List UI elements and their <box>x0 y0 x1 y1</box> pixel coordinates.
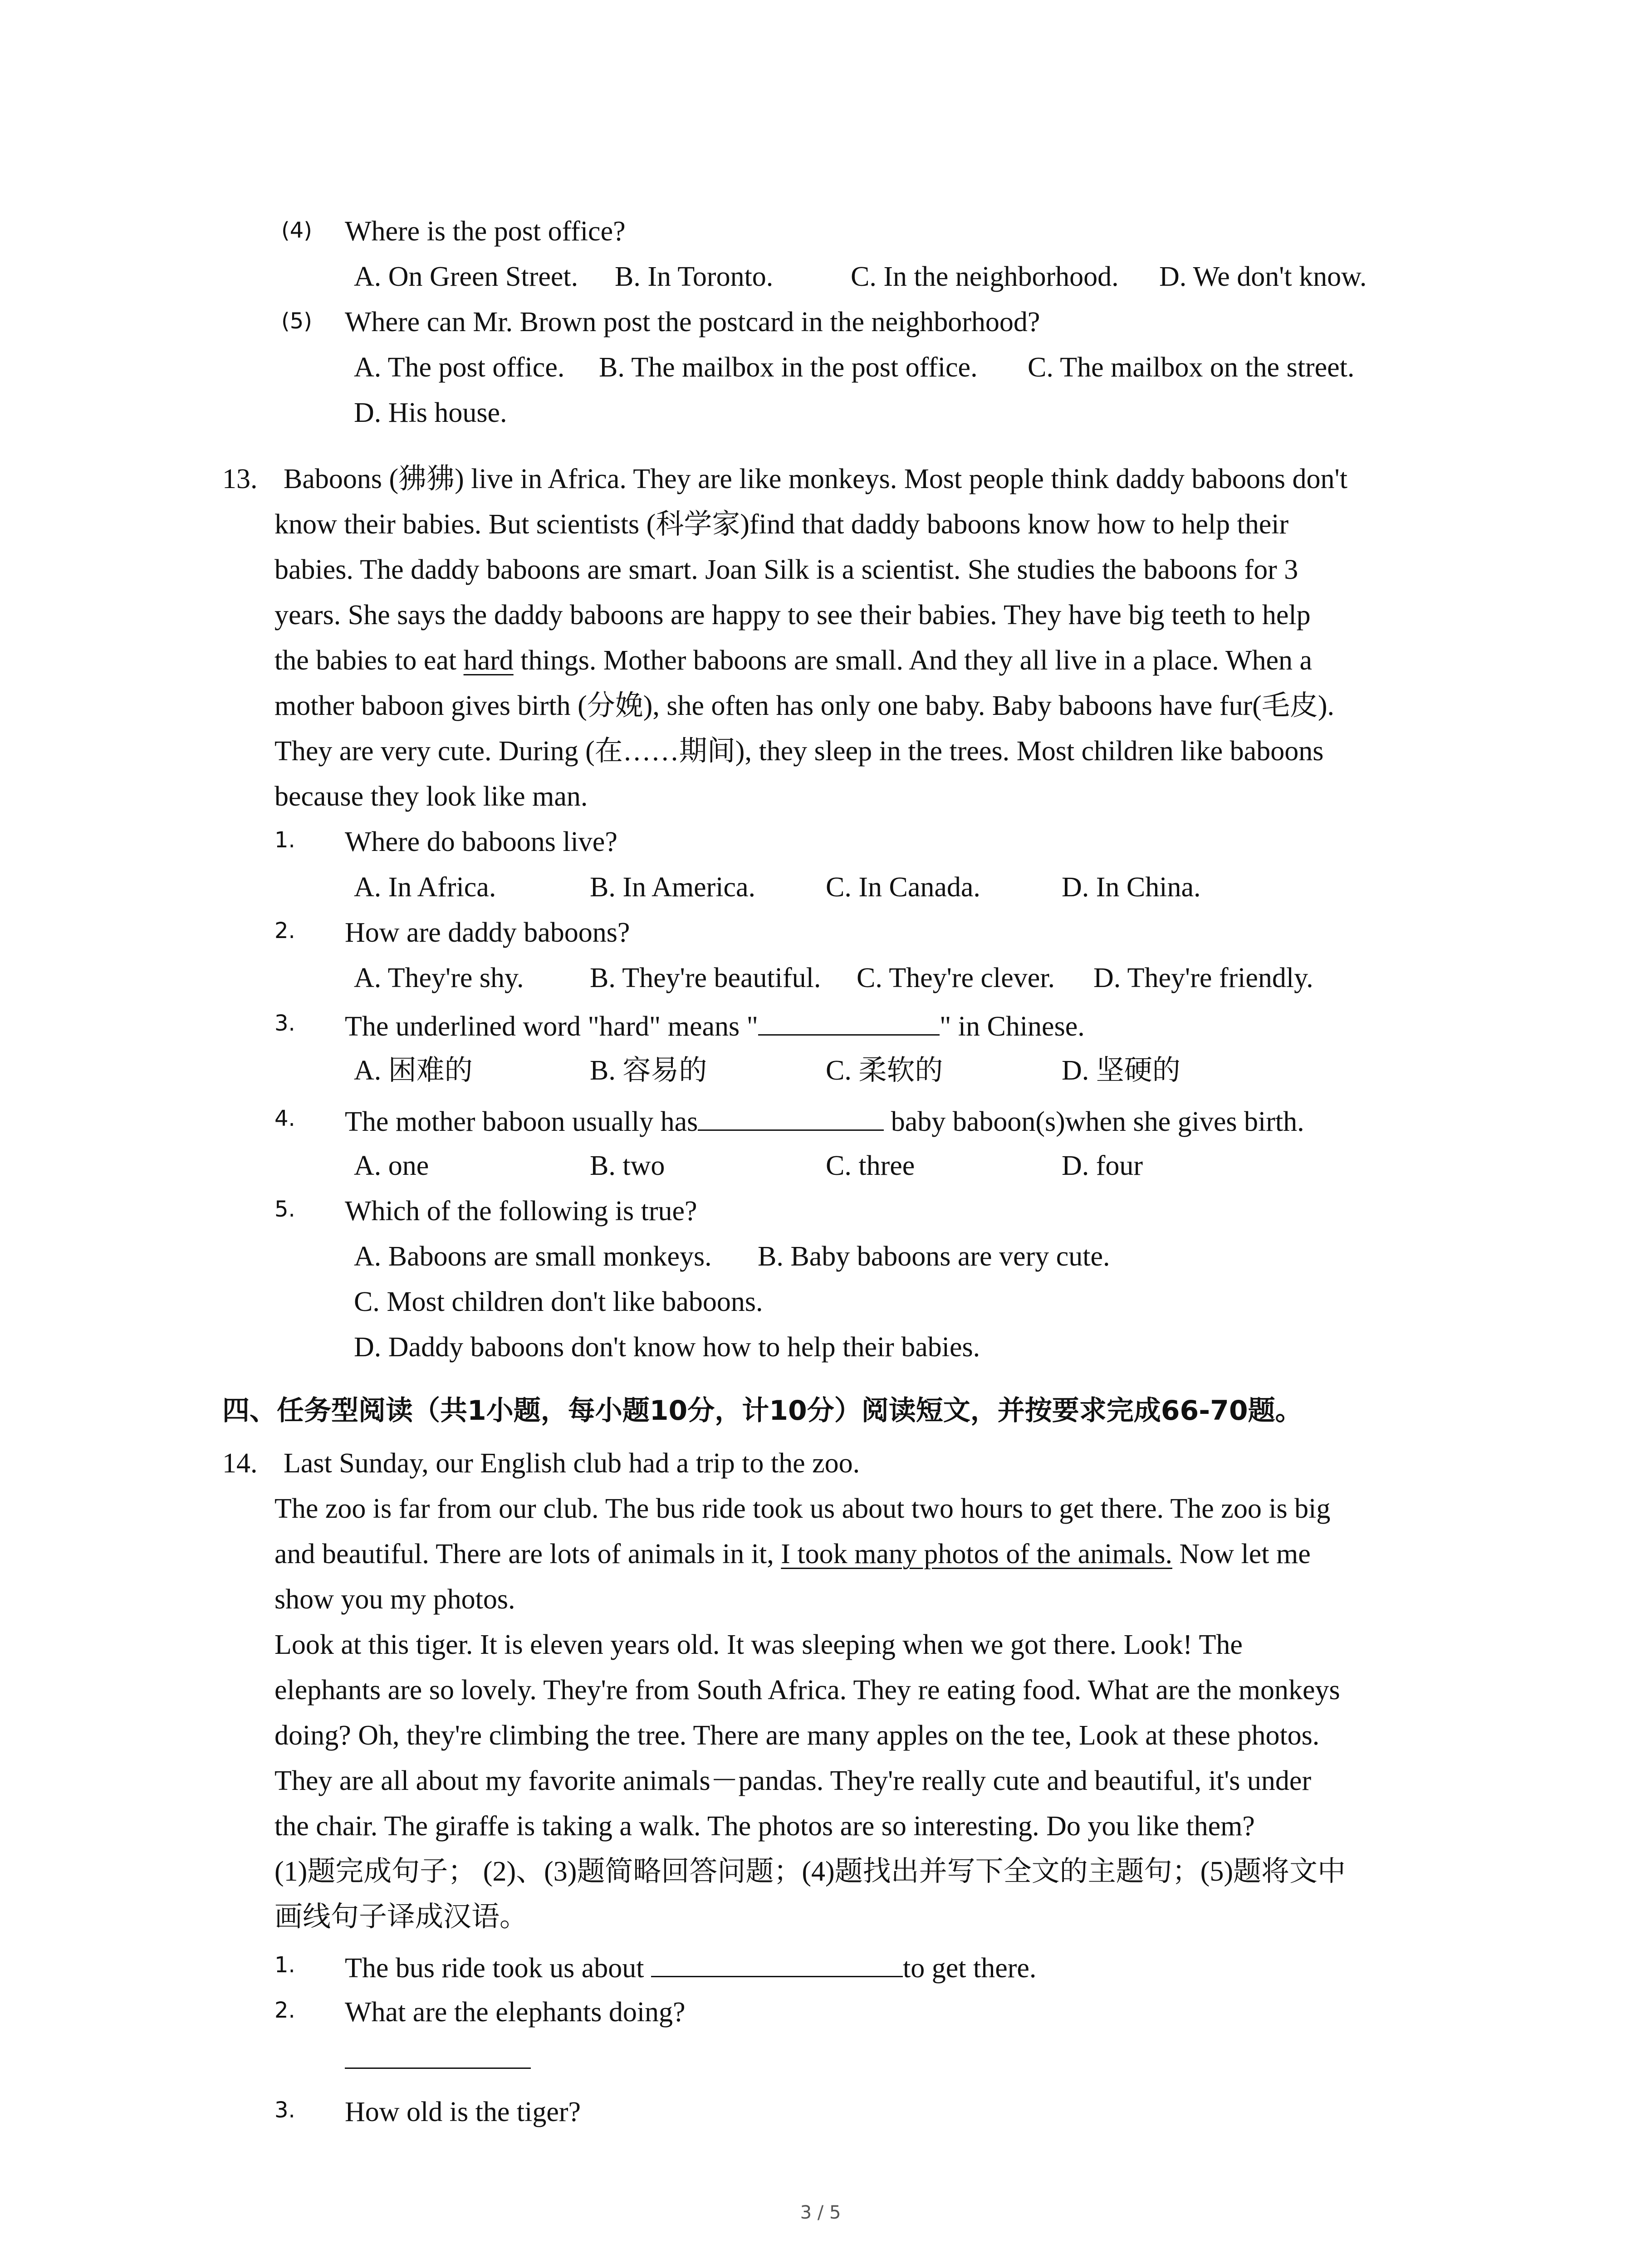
page-number: 3 / 5 <box>800 2202 841 2223</box>
q14-instructions-line-1: (1)题完成句子； (2)、(3)题简略回答问题；(4)题找出并写下全文的主题句；(5)题将文中 <box>274 1856 1346 1887</box>
q13-2-question: How are daddy baboons? <box>345 917 630 948</box>
q13-3-option-a: A. 困难的 <box>354 1055 473 1086</box>
q14-passage-line-3: and beautiful. There are lots of animals in it, I took many photos of the animals. Now let me <box>274 1539 1311 1569</box>
answer-blank[interactable] <box>698 1103 884 1131</box>
q14-2-number: 2. <box>274 1998 295 2023</box>
q12-5-option-b: B. The mailbox in the post office. <box>599 352 978 383</box>
section-heading: 四、任务型阅读（共1小题，每小题10分，计10分）阅读短文，并按要求完成66-70题。 <box>222 1395 1303 1427</box>
q14-instructions-line-2: 画线句子译成汉语。 <box>274 1901 528 1932</box>
q14-2-question: What are the elephants doing? <box>345 1997 686 2028</box>
answer-blank[interactable] <box>758 1008 940 1036</box>
q13-5-option-a: A. Baboons are small monkeys. <box>354 1241 712 1272</box>
q13-5-question: Which of the following is true? <box>345 1196 697 1227</box>
q14-3-question: How old is the tiger? <box>345 2097 581 2127</box>
q13-1-option-a: A. In Africa. <box>354 872 496 903</box>
q13-3-question: The underlined word "hard" means " " in Chinese. <box>345 1008 1085 1044</box>
q13-2-option-b: B. They're beautiful. <box>590 963 821 993</box>
q13-4-option-d: D. four <box>1062 1150 1143 1181</box>
q13-1-option-c: C. In Canada. <box>826 872 980 903</box>
answer-blank[interactable] <box>651 1950 903 1977</box>
q14-passage-line-9: the chair. The giraffe is taking a walk. The photos are so interesting. Do you like them? <box>274 1811 1255 1842</box>
q12-4-option-b: B. In Toronto. <box>615 261 774 292</box>
q12-4-question: Where is the post office? <box>345 216 626 247</box>
q13-passage-line-8: because they look like man. <box>274 781 588 812</box>
q13-passage-line-3: babies. The daddy baboons are smart. Joan Silk is a scientist. She studies the baboons for 3 <box>274 554 1298 585</box>
q13-passage-line-5: the babies to eat hard things. Mother baboons are small. And they all live in a place. When a <box>274 645 1313 676</box>
q13-passage-line-1: Baboons (狒狒) live in Africa. They are like monkeys. Most people think daddy baboons don't <box>284 464 1347 494</box>
q14-number: 14. <box>222 1448 258 1479</box>
q12-4-number: (4) <box>281 218 312 243</box>
q14-passage-line-2: The zoo is far from our club. The bus ride took us about two hours to get there. The zoo is big <box>274 1493 1331 1524</box>
q13-passage-line-7: They are very cute. During (在……期间), they sleep in the trees. Most children like baboons <box>274 736 1324 767</box>
q14-1-question: The bus ride took us about to get there. <box>345 1950 1036 1985</box>
q13-2-number: 2. <box>274 918 295 943</box>
q14-passage-line-8: They are all about my favorite animals－pandas. They're really cute and beautiful, it's under <box>274 1765 1312 1796</box>
q13-2-option-a: A. They're shy. <box>354 963 524 993</box>
answer-blank[interactable] <box>345 2041 531 2069</box>
q13-passage-line-6: mother baboon gives birth (分娩), she often has only one baby. Baby baboons have fur(毛皮). <box>274 690 1334 721</box>
q13-4-option-c: C. three <box>826 1150 915 1181</box>
q12-4-option-a: A. On Green Street. <box>354 261 578 292</box>
q13-3-option-b: B. 容易的 <box>590 1055 707 1086</box>
q13-4-option-a: A. one <box>354 1150 429 1181</box>
q12-4-option-d: D. We don't know. <box>1159 261 1367 292</box>
q13-3-option-d: D. 坚硬的 <box>1062 1055 1181 1086</box>
q13-4-question: The mother baboon usually has baby baboon(s)when she gives birth. <box>345 1103 1304 1139</box>
q12-5-option-c: C. The mailbox on the street. <box>1028 352 1355 383</box>
q13-1-option-d: D. In China. <box>1062 872 1201 903</box>
q13-3-option-c: C. 柔软的 <box>826 1055 943 1086</box>
q14-passage-line-1: Last Sunday, our English club had a trip to the zoo. <box>284 1448 860 1479</box>
q13-5-option-c: C. Most children don't like baboons. <box>354 1286 763 1317</box>
q14-passage-line-4: show you my photos. <box>274 1584 515 1615</box>
q13-3-number: 3. <box>274 1011 295 1036</box>
underlined-word-hard: hard <box>463 645 514 676</box>
q14-passage-line-5: Look at this tiger. It is eleven years old. It was sleeping when we got there. Look! The <box>274 1629 1243 1660</box>
q12-4-option-c: C. In the neighborhood. <box>851 261 1119 292</box>
q13-2-option-d: D. They're friendly. <box>1093 963 1313 993</box>
q14-passage-line-6: elephants are so lovely. They're from South Africa. They re eating food. What are the monkeys <box>274 1675 1340 1706</box>
q13-5-option-b: B. Baby baboons are very cute. <box>758 1241 1110 1272</box>
q13-4-option-b: B. two <box>590 1150 665 1181</box>
q13-4-number: 4. <box>274 1106 295 1131</box>
q13-1-option-b: B. In America. <box>590 872 756 903</box>
q14-1-number: 1. <box>274 1952 295 1978</box>
q13-passage-line-2: know their babies. But scientists (科学家)find that daddy baboons know how to help their <box>274 509 1289 540</box>
q13-5-number: 5. <box>274 1197 295 1222</box>
q13-5-option-d: D. Daddy baboons don't know how to help their babies. <box>354 1332 980 1363</box>
q12-5-question: Where can Mr. Brown post the postcard in the neighborhood? <box>345 307 1040 337</box>
q13-2-option-c: C. They're clever. <box>857 963 1055 993</box>
q13-passage-line-4: years. She says the daddy baboons are happy to see their babies. They have big teeth to help <box>274 600 1311 631</box>
q13-1-number: 1. <box>274 827 295 853</box>
q12-5-option-a: A. The post office. <box>354 352 565 383</box>
q12-5-number: (5) <box>281 308 312 334</box>
q14-3-number: 3. <box>274 2097 295 2123</box>
q12-5-option-d: D. His house. <box>354 397 507 428</box>
q13-number: 13. <box>222 464 258 494</box>
q14-passage-line-7: doing? Oh, they're climbing the tree. There are many apples on the tee, Look at these photos. <box>274 1720 1320 1751</box>
underlined-sentence: I took many photos of the animals. <box>781 1539 1172 1569</box>
q13-1-question: Where do baboons live? <box>345 826 617 857</box>
